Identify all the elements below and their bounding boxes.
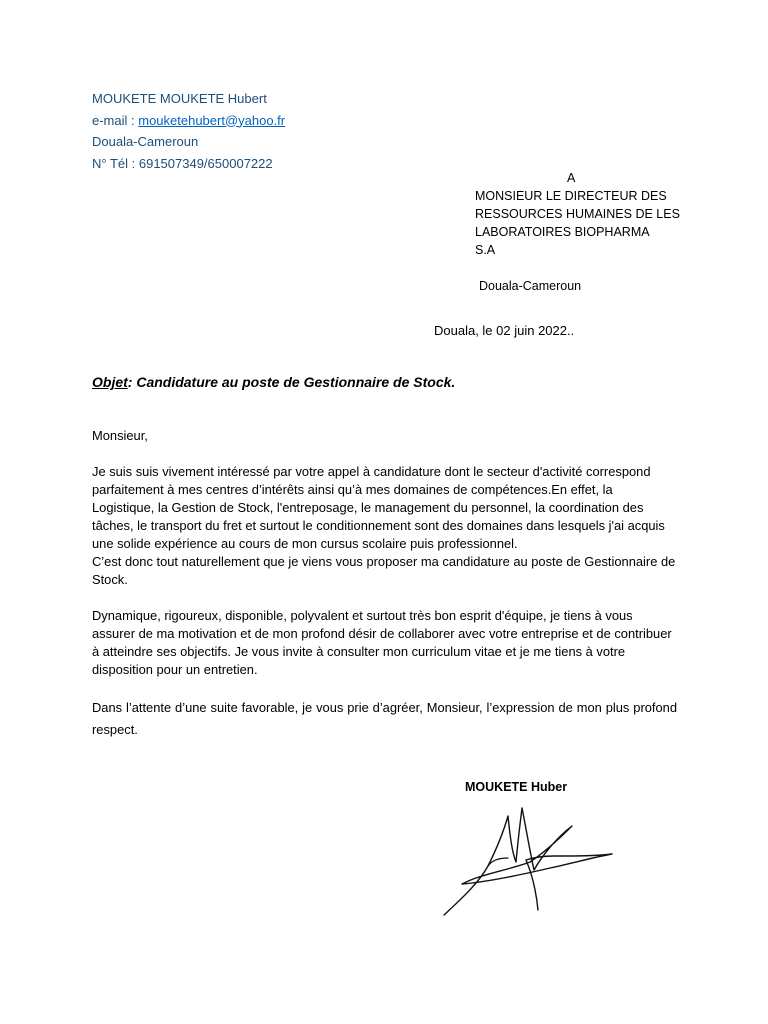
- recipient-line: LABORATOIRES BIOPHARMA: [475, 225, 650, 239]
- letter-date: Douala, le 02 juin 2022..: [434, 323, 575, 338]
- signer-name: MOUKETE Huber: [465, 780, 568, 794]
- recipient-a-mark: A: [567, 171, 576, 185]
- sender-phone: N° Tél : 691507349/650007222: [92, 155, 273, 171]
- letter-body: [92, 427, 677, 741]
- recipient-line: RESSOURCES HUMAINES DE LES: [475, 207, 680, 221]
- sender-name: MOUKETE MOUKETE Hubert: [92, 91, 267, 106]
- recipient-line: MONSIEUR LE DIRECTEUR DES: [475, 189, 667, 203]
- subject-label: Objet: [92, 374, 128, 390]
- paragraph-2: C’est donc tout naturellement que je viens vous proposer ma candidature au poste de Gestionnaire de Stock.: [92, 554, 676, 587]
- email-label: e-mail :: [92, 112, 139, 128]
- subject-text: : Candidature au poste de Gestionnaire de Stock.: [127, 374, 456, 390]
- paragraph-closing: Dans l’attente d’une suite favorable, je vous prie d’agréer, Monsieur, l’expression de mon plus profond respect.: [92, 700, 677, 737]
- handwritten-signature: [430, 800, 630, 925]
- email-link[interactable]: mouketehubert@yahoo.fr: [138, 112, 286, 128]
- recipient-line: S.A: [475, 243, 496, 257]
- sender-email-line: [92, 110, 285, 132]
- recipient-city: Douala-Cameroun: [479, 279, 582, 293]
- paragraph-1: Je suis suis vivement intéressé par votre appel à candidature dont le secteur d'activité correspond parfaitement à mes centres d’intérêts ainsi qu’à mes domaines de compétences.En effet, la Logistique, la Gestion de Stock, l'entreposage, le management du personnel, la coordination des tâches, le transport du fret et surtout le conditionnement sont des domaines dans lesquels j'ai acquis une solide expérience au cours de mon cursus scolaire puis professionnel.: [92, 464, 665, 551]
- paragraph-3: Dynamique, rigoureux, disponible, polyvalent et surtout très bon esprit d'équipe, je tiens à vous assurer de ma motivation et de mon profond désir de collaborer avec votre entreprise et de contribuer à atteindre ses objectifs. Je vous invite à consulter mon curriculum vitae et je me tiens à votre disposition pour un entretien.: [92, 608, 672, 677]
- sender-block: [92, 88, 285, 174]
- sender-city: Douala-Cameroun: [92, 134, 199, 149]
- recipient-block: [475, 169, 695, 295]
- subject-line: [92, 374, 455, 390]
- recipient-address: [475, 187, 695, 259]
- greeting: Monsieur,: [92, 428, 148, 443]
